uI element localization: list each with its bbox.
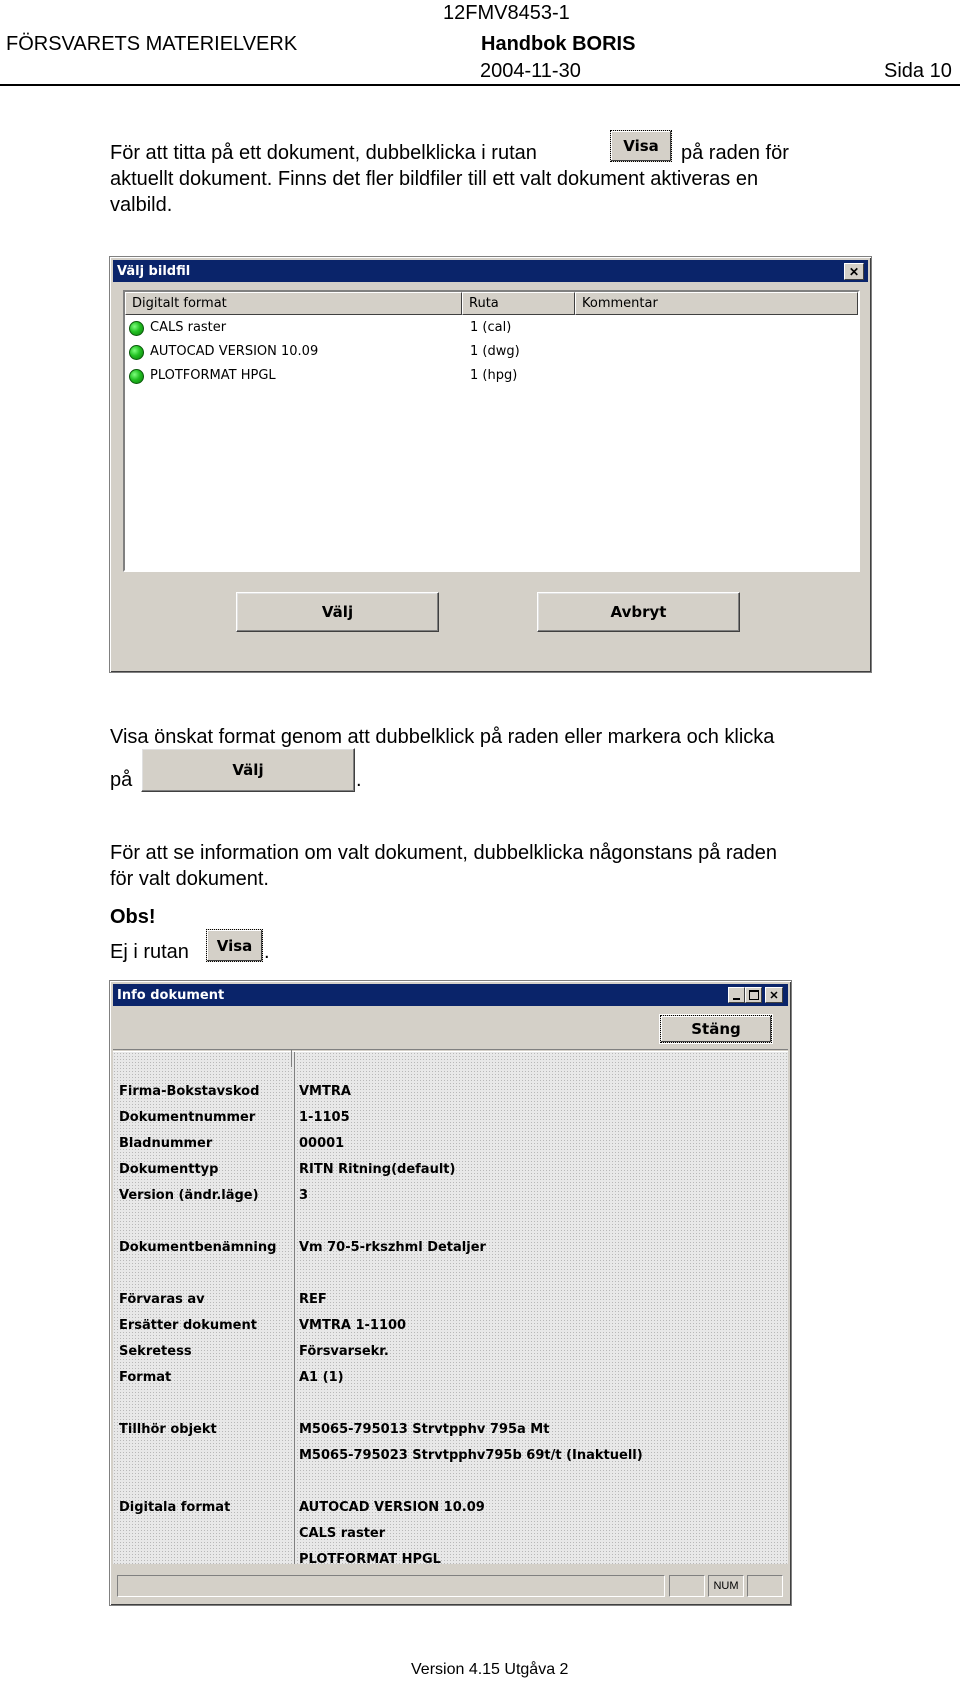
- visa-label: Visa: [623, 137, 659, 155]
- field-value: REF: [299, 1292, 327, 1307]
- field-label: Bladnummer: [119, 1136, 213, 1151]
- ej-text: Ej i rutan: [110, 941, 189, 963]
- para2-pa: på: [110, 769, 133, 791]
- para2-line1: Visa önskat format genom att dubbelklick på raden eller markera och klicka: [110, 726, 775, 748]
- valj-button-inline: Välj: [141, 748, 355, 792]
- stang-button[interactable]: Stäng: [660, 1015, 772, 1043]
- status-pane-2: [669, 1575, 705, 1597]
- field-value: A1 (1): [299, 1370, 344, 1385]
- field-label: Version (ändr.läge): [119, 1188, 259, 1203]
- page-number: Sida 10: [884, 60, 952, 82]
- format-list[interactable]: [123, 290, 860, 572]
- info-dokument-dialog: [109, 980, 792, 1606]
- field-label: Dokumentnummer: [119, 1110, 256, 1125]
- visa-button-inline-2: Visa: [206, 929, 263, 962]
- field-value: M5065-795023 Strvtpphv795b 69t/t (Inaktuell): [299, 1448, 643, 1463]
- para1-part1: För att titta på ett dokument, dubbelklicka i rutan: [110, 142, 537, 164]
- status-pane-1: [117, 1575, 665, 1597]
- column-header-kommentar[interactable]: Kommentar: [575, 292, 858, 315]
- field-label: Ersätter dokument: [119, 1318, 257, 1333]
- status-pane-4: [747, 1575, 783, 1597]
- close-icon[interactable]: ✕: [844, 263, 864, 280]
- para3-line2: för valt dokument.: [110, 868, 269, 890]
- status-bar: [113, 1571, 788, 1601]
- status-ok-icon: [129, 321, 144, 336]
- valj-bildfil-dialog: [109, 256, 872, 673]
- field-value: AUTOCAD VERSION 10.09: [299, 1500, 485, 1515]
- field-label: Förvaras av: [119, 1292, 205, 1307]
- field-value: RITN Ritning(default): [299, 1162, 456, 1177]
- field-value: CALS raster: [299, 1526, 386, 1541]
- header-rule: [0, 84, 960, 86]
- field-value: 3: [299, 1188, 309, 1203]
- dialog-title: Välj bildfil: [117, 263, 191, 279]
- doc-number: 12FMV8453-1: [443, 2, 570, 24]
- list-item[interactable]: AUTOCAD VERSION 10.09 1 (dwg): [125, 341, 858, 364]
- para1-line3: valbild.: [110, 194, 173, 216]
- field-label: Dokumenttyp: [119, 1162, 219, 1177]
- status-ok-icon: [129, 369, 144, 384]
- column-header-ruta[interactable]: Ruta: [462, 292, 575, 315]
- field-value: VMTRA: [299, 1084, 351, 1099]
- ej-dot: .: [264, 941, 270, 963]
- list-item[interactable]: CALS raster 1 (cal): [125, 317, 858, 340]
- valj-button[interactable]: Välj: [236, 592, 439, 632]
- dialog-titlebar: [113, 260, 868, 282]
- status-num: NUM: [708, 1575, 744, 1597]
- handbook-title: Handbok BORIS: [481, 33, 636, 55]
- field-label: Format: [119, 1370, 172, 1385]
- avbryt-button[interactable]: Avbryt: [537, 592, 740, 632]
- column-header-format[interactable]: Digitalt format: [125, 292, 462, 315]
- close-icon[interactable]: ✕: [765, 987, 783, 1003]
- dialog-title: Info dokument: [117, 987, 225, 1003]
- status-ok-icon: [129, 345, 144, 360]
- info-fields: [110, 981, 793, 1581]
- field-label: Sekretess: [119, 1344, 192, 1359]
- para1-line2: aktuellt dokument. Finns det fler bildfiler till ett valt dokument aktiveras en: [110, 168, 759, 190]
- para2-dot: .: [356, 769, 362, 791]
- obs-heading: Obs!: [110, 906, 156, 928]
- field-label: Firma-Bokstavskod: [119, 1084, 260, 1099]
- field-value: 1-1105: [299, 1110, 350, 1125]
- field-value: Vm 70-5-rkszhml Detaljer: [299, 1240, 486, 1255]
- org-name: FÖRSVARETS MATERIELVERK: [6, 33, 298, 55]
- visa-button-inline: [610, 130, 672, 162]
- field-value: Försvarsekr.: [299, 1344, 389, 1359]
- field-label: Dokumentbenämning: [119, 1240, 277, 1255]
- footer-version: Version 4.15 Utgåva 2: [411, 1661, 569, 1678]
- field-label: Tillhör objekt: [119, 1422, 217, 1437]
- field-label: Digitala format: [119, 1500, 231, 1515]
- field-value: M5065-795013 Strvtpphv 795a Mt: [299, 1422, 550, 1437]
- field-value: 00001: [299, 1136, 345, 1151]
- para1-part2: på raden för: [681, 142, 789, 164]
- doc-date: 2004-11-30: [480, 60, 581, 82]
- para3-line1: För att se information om valt dokument, dubbelklicka någonstans på raden: [110, 842, 778, 864]
- field-value: VMTRA 1-1100: [299, 1318, 407, 1333]
- field-value: PLOTFORMAT HPGL: [299, 1552, 441, 1567]
- list-item[interactable]: PLOTFORMAT HPGL 1 (hpg): [125, 365, 858, 388]
